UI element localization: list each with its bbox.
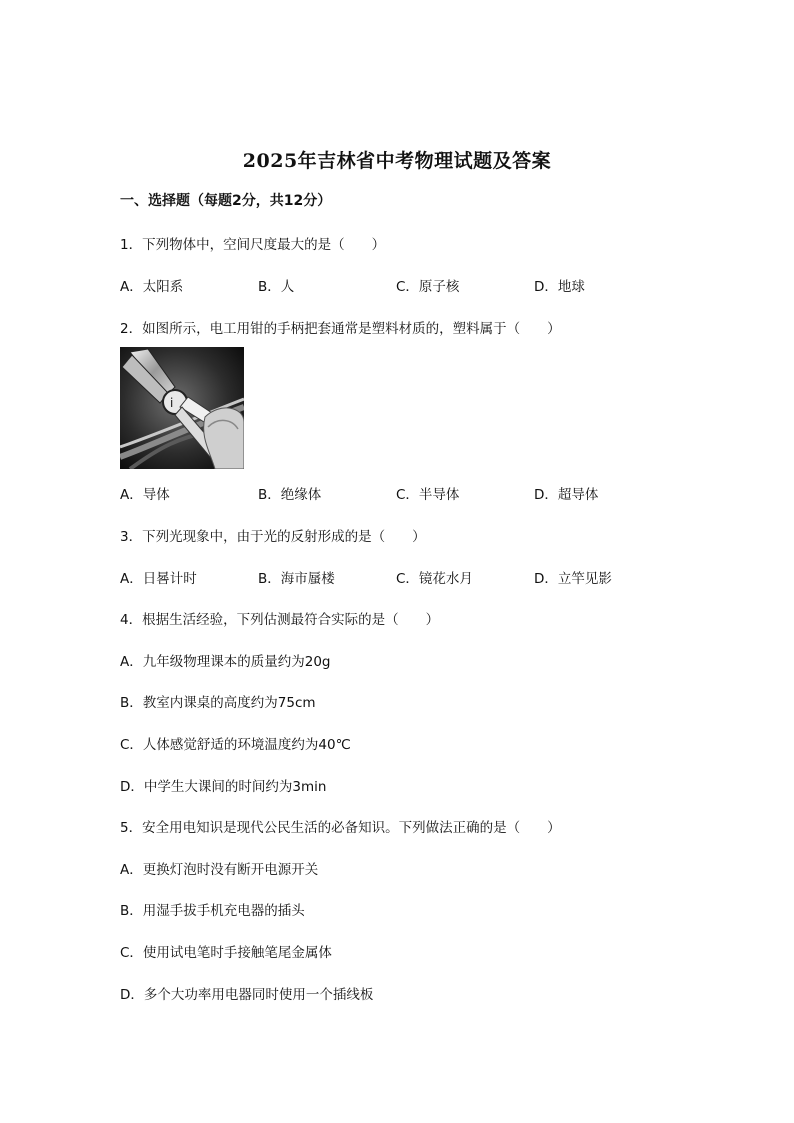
pliers-photo (120, 347, 244, 469)
q4-option-a: A．九年级物理课本的质量约为20g (120, 654, 331, 670)
question-1-options (120, 275, 680, 295)
question-2-stem: 2．如图所示，电工用钳的手柄把套通常是塑料材质的，塑料属于（ ） (120, 321, 561, 337)
question-3-stem: 3．下列光现象中，由于光的反射形成的是（ ） (120, 529, 426, 545)
q3-option-a: A．日晷计时 (120, 571, 197, 587)
q3-option-d: D．立竿见影 (534, 571, 612, 587)
q5-option-a: A．更换灯泡时没有断开电源开关 (120, 862, 319, 878)
q4-option-c: C．人体感觉舒适的环境温度约为40℃ (120, 737, 351, 753)
question-2-options (120, 483, 680, 503)
svg-text:i: i (170, 396, 174, 410)
q1-option-b: B．人 (258, 279, 295, 295)
question-4-stem: 4．根据生活经验，下列估测最符合实际的是（ ） (120, 612, 440, 628)
q5-option-b: B．用湿手拔手机充电器的插头 (120, 903, 305, 919)
page-title: 2025年吉林省中考物理试题及答案 (242, 150, 552, 172)
q5-option-c: C．使用试电笔时手接触笔尾金属体 (120, 945, 332, 961)
q5-option-d: D．多个大功率用电器同时使用一个插线板 (120, 987, 374, 1003)
q3-option-c: C．镜花水月 (396, 571, 473, 587)
q3-option-b: B．海市蜃楼 (258, 571, 335, 587)
question-1-stem: 1．下列物体中，空间尺度最大的是（ ） (120, 237, 386, 253)
q1-option-d: D．地球 (534, 279, 585, 295)
pliers-image (120, 347, 244, 469)
q1-option-c: C．原子核 (396, 279, 460, 295)
q1-option-a: A．太阳系 (120, 279, 184, 295)
q2-option-a: A．导体 (120, 487, 170, 503)
question-5-stem: 5．安全用电知识是现代公民生活的必备知识。下列做法正确的是（ ） (120, 820, 561, 836)
question-3-options (120, 567, 680, 587)
q4-option-d: D．中学生大课间的时间约为3min (120, 779, 327, 795)
q2-option-d: D．超导体 (534, 487, 599, 503)
q4-option-b: B．教室内课桌的高度约为75cm (120, 695, 316, 711)
section-heading: 一、选择题（每题2分，共12分） (120, 193, 332, 209)
q2-option-c: C．半导体 (396, 487, 460, 503)
q2-option-b: B．绝缘体 (258, 487, 322, 503)
